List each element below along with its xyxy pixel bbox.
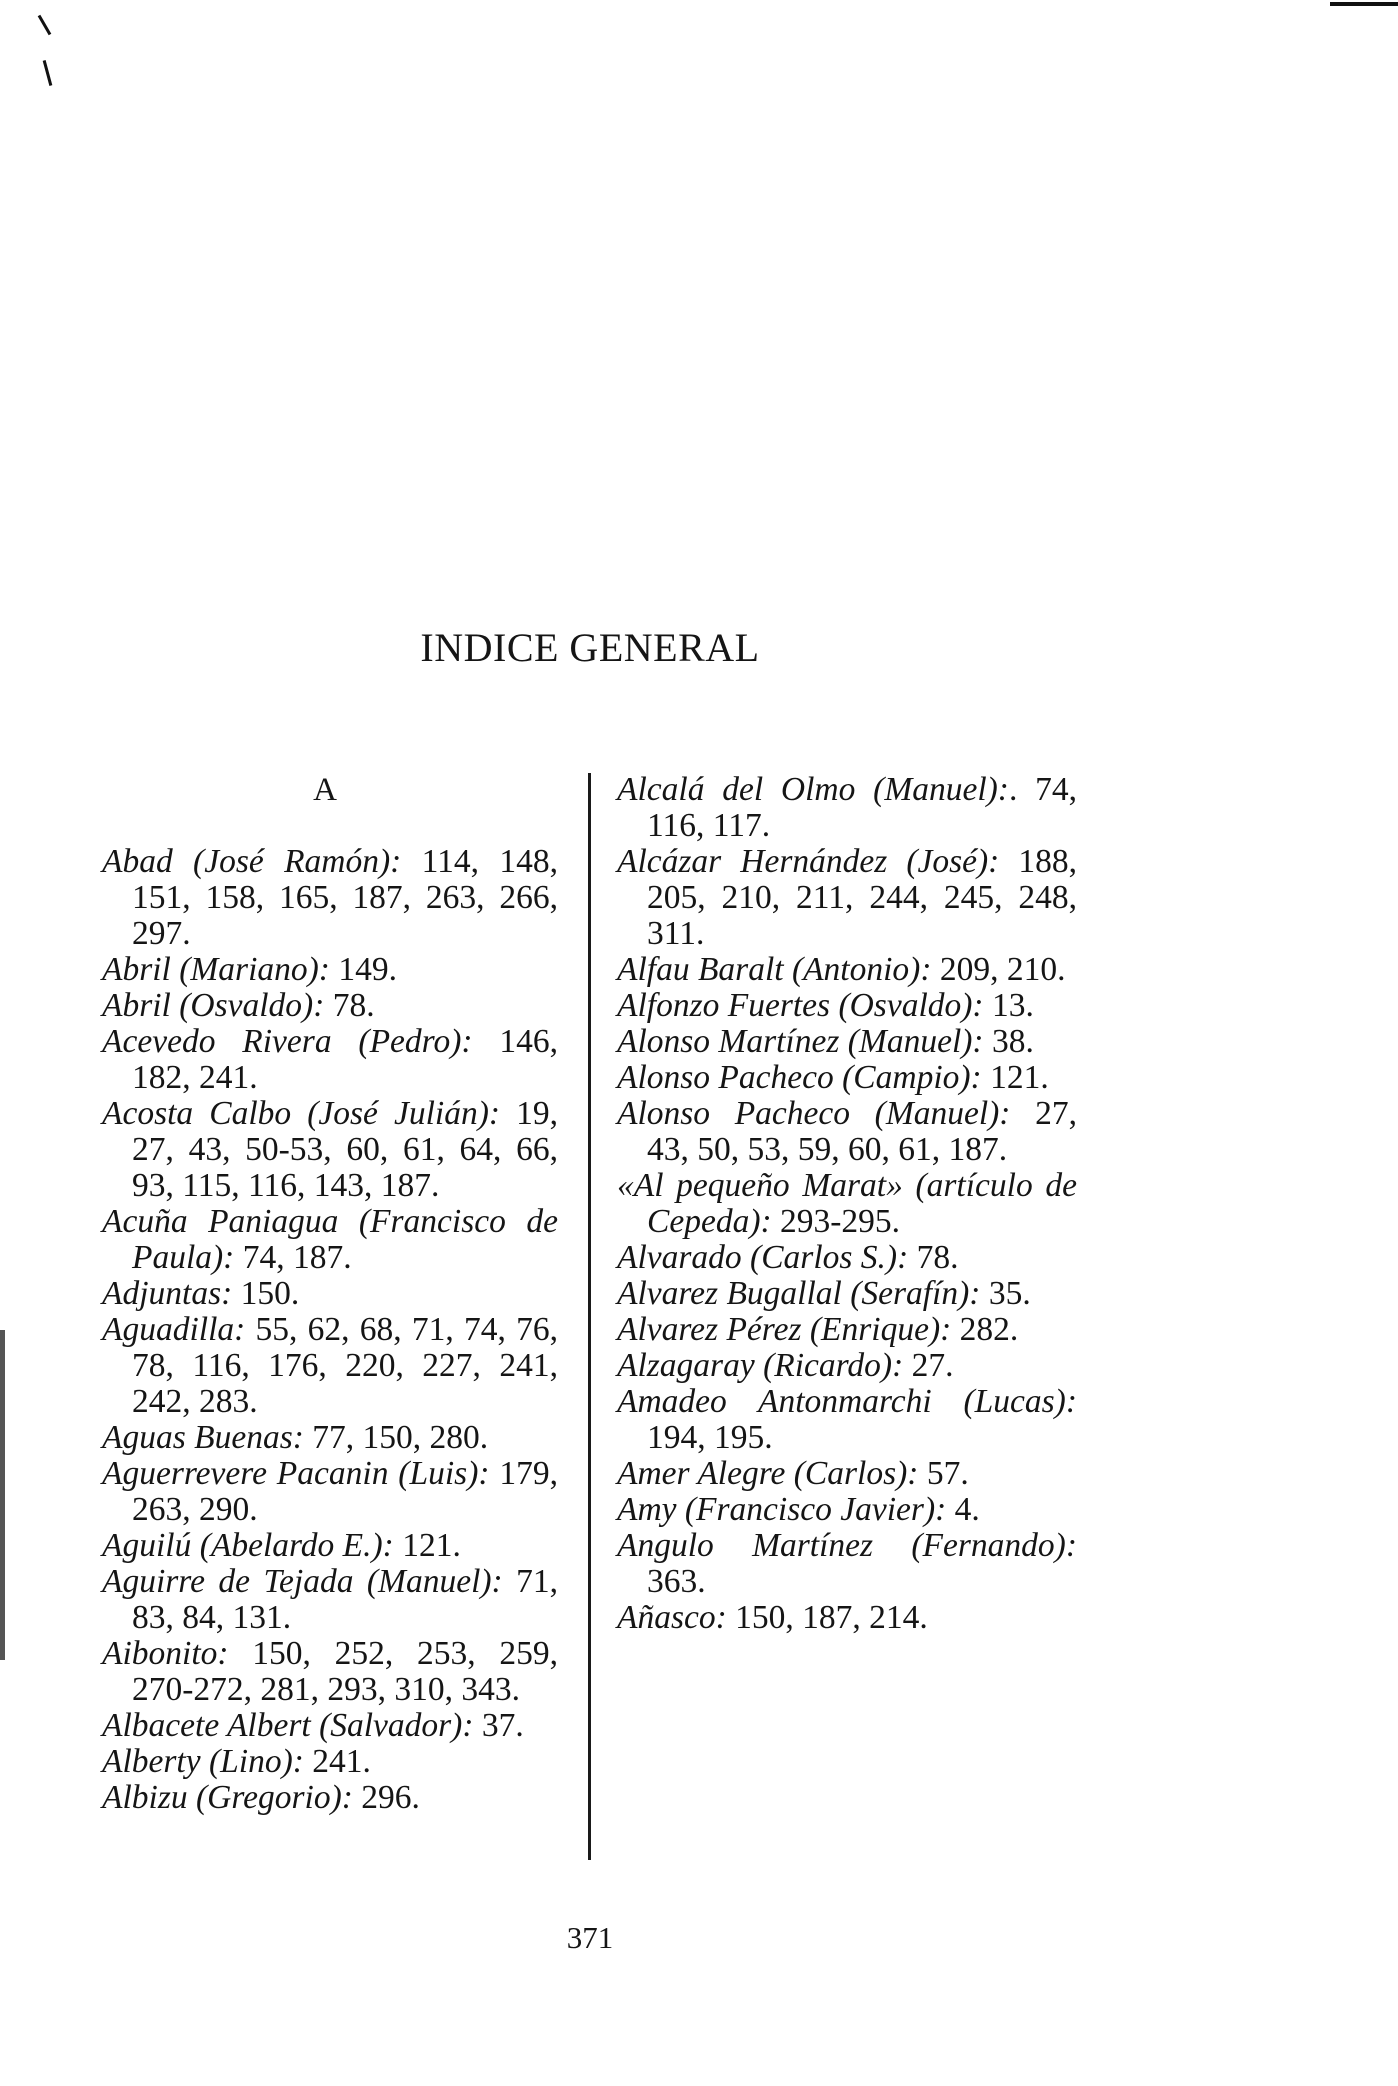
entry-pages: 77, 150, 280. <box>303 1419 489 1456</box>
index-entry <box>617 1096 1077 1168</box>
entry-pages: 296. <box>352 1779 420 1816</box>
entry-name: Amadeo Antonmarchi (Lucas): <box>617 1383 1077 1420</box>
index-entry <box>102 1276 558 1312</box>
entry-pages: 19, 27, 43, 50-53, 60, 61, 64, 66, 93, 115, 116, 143, 187. <box>132 1095 558 1204</box>
index-entry <box>617 1492 1077 1528</box>
entry-name: Alcázar Hernández (José): <box>617 843 1000 880</box>
entry-name: Alfau Baralt (Antonio): <box>617 951 932 988</box>
entry-pages: 78. <box>324 987 375 1024</box>
entry-pages: 78. <box>908 1239 959 1276</box>
entry-name: Alvarado (Carlos S.): <box>617 1239 909 1276</box>
entry-pages: 179, 263, 290. <box>132 1455 559 1528</box>
entry-name: Angulo Martínez (Fernando): <box>617 1527 1077 1564</box>
section-letter: A <box>313 772 337 808</box>
entry-name: Abril (Osvaldo): <box>102 987 325 1024</box>
entry-pages: 194, 195. <box>647 1419 773 1456</box>
entry-pages: 114, 148, 151, 158, 165, 187, 263, 266, 297. <box>132 843 558 952</box>
entry-pages: 241. <box>303 1743 371 1780</box>
index-entry <box>102 1564 558 1636</box>
entry-pages: 363. <box>647 1563 706 1600</box>
entry-pages: 74, 187. <box>234 1239 352 1276</box>
index-entry <box>102 988 558 1024</box>
index-entry <box>617 1168 1077 1240</box>
entry-name: Alfonzo Fuertes (Osvaldo): <box>617 987 984 1024</box>
entry-name: Aibonito: <box>102 1635 229 1672</box>
index-entry <box>102 1312 558 1420</box>
index-entry <box>617 952 1077 988</box>
index-entry <box>102 952 558 988</box>
index-column-left <box>102 844 558 1816</box>
scan-edge-mark-top-left <box>38 15 52 36</box>
entry-name: Amy (Francisco Javier): <box>617 1491 947 1528</box>
index-column-right <box>617 772 1077 1636</box>
entry-pages: 150, 187, 214. <box>726 1599 928 1636</box>
entry-pages: 57. <box>918 1455 969 1492</box>
entry-name: Alonso Pacheco (Manuel): <box>617 1095 1011 1132</box>
entry-name: Aguirre de Tejada (Manuel): <box>102 1563 503 1600</box>
entry-pages: 188, 205, 210, 211, 244, 245, 248, 311. <box>647 843 1078 952</box>
entry-name: Alcalá del Olmo (Manuel): <box>617 771 1009 808</box>
index-entry <box>102 1708 558 1744</box>
entry-name: Acuña Paniagua (Francisco de Paula): <box>102 1203 558 1276</box>
entry-pages: 293-295. <box>771 1203 901 1240</box>
index-entry <box>617 1024 1077 1060</box>
scan-edge-mark-top-right <box>1330 2 1398 6</box>
index-entry <box>617 844 1077 952</box>
entry-name: Alonso Pacheco (Campio): <box>617 1059 982 1096</box>
column-divider <box>588 773 591 1860</box>
index-entry <box>617 988 1077 1024</box>
index-entry <box>617 1384 1077 1456</box>
index-entry <box>102 1024 558 1096</box>
entry-name: Alberty (Lino): <box>102 1743 304 1780</box>
entry-name: Acevedo Rivera (Pedro): <box>102 1023 473 1060</box>
entry-name: Adjuntas: <box>102 1275 233 1312</box>
entry-pages: 27. <box>903 1347 954 1384</box>
index-entry <box>102 1420 558 1456</box>
entry-pages: 38. <box>983 1023 1034 1060</box>
index-entry <box>617 1240 1077 1276</box>
index-entry <box>102 1744 558 1780</box>
entry-pages: 4. <box>946 1491 980 1528</box>
index-entry <box>617 1348 1077 1384</box>
page-number: 371 <box>566 1920 614 1955</box>
entry-name: Alvarez Bugallal (Serafín): <box>617 1275 981 1312</box>
index-entry <box>102 844 558 952</box>
index-entry <box>617 1528 1077 1600</box>
entry-pages: 209, 210. <box>931 951 1066 988</box>
entry-pages: 146, 182, 241. <box>132 1023 559 1096</box>
entry-pages: 121. <box>393 1527 461 1564</box>
entry-name: Abad (José Ramón): <box>102 843 402 880</box>
index-entry <box>617 1312 1077 1348</box>
entry-name: Añasco: <box>617 1599 727 1636</box>
entry-pages: 150, 252, 253, 259, 270-272, 281, 293, 310, 343. <box>132 1635 558 1708</box>
index-entry <box>617 772 1077 844</box>
entry-pages: 150. <box>232 1275 300 1312</box>
entry-pages: . 74, 116, 117. <box>647 771 1077 844</box>
index-entry <box>102 1204 558 1276</box>
entry-name: Aguas Buenas: <box>102 1419 304 1456</box>
entry-name: Aguerrevere Pacanin (Luis): <box>102 1455 490 1492</box>
entry-name: Alzagaray (Ricardo): <box>617 1347 904 1384</box>
index-entry <box>617 1600 1077 1636</box>
entry-name: Albacete Albert (Salvador): <box>102 1707 474 1744</box>
entry-pages: 37. <box>473 1707 524 1744</box>
entry-pages: 35. <box>980 1275 1031 1312</box>
index-entry <box>617 1276 1077 1312</box>
entry-pages: 55, 62, 68, 71, 74, 76, 78, 116, 176, 220, 227, 241, 242, 283. <box>132 1311 558 1420</box>
entry-name: Amer Alegre (Carlos): <box>617 1455 919 1492</box>
index-entry <box>102 1780 558 1816</box>
entry-pages: 149. <box>329 951 397 988</box>
index-entry <box>102 1528 558 1564</box>
entry-name: Alonso Martínez (Manuel): <box>617 1023 984 1060</box>
index-entry <box>617 1456 1077 1492</box>
entry-name: Acosta Calbo (José Julián): <box>102 1095 501 1132</box>
entry-name: Albizu (Gregorio): <box>102 1779 353 1816</box>
entry-name: Aguadilla: <box>102 1311 246 1348</box>
index-entry <box>102 1636 558 1708</box>
entry-pages: 282. <box>951 1311 1019 1348</box>
page-title: INDICE GENERAL <box>420 625 760 670</box>
entry-name: «Al pequeño Marat» (artículo de Cepeda): <box>617 1167 1077 1240</box>
entry-pages: 71, 83, 84, 131. <box>132 1563 558 1636</box>
entry-name: Alvarez Pérez (Enrique): <box>617 1311 952 1348</box>
entry-name: Abril (Mariano): <box>102 951 330 988</box>
scan-edge-mark-top-left-2 <box>43 60 53 86</box>
index-entry <box>102 1456 558 1528</box>
entry-pages: 27, 43, 50, 53, 59, 60, 61, 187. <box>647 1095 1077 1168</box>
entry-name: Aguilú (Abelardo E.): <box>102 1527 394 1564</box>
index-entry <box>102 1096 558 1204</box>
entry-pages: 121. <box>981 1059 1049 1096</box>
scan-edge-mark-left-border <box>0 1330 5 1660</box>
index-entry <box>617 1060 1077 1096</box>
entry-pages: 13. <box>983 987 1034 1024</box>
